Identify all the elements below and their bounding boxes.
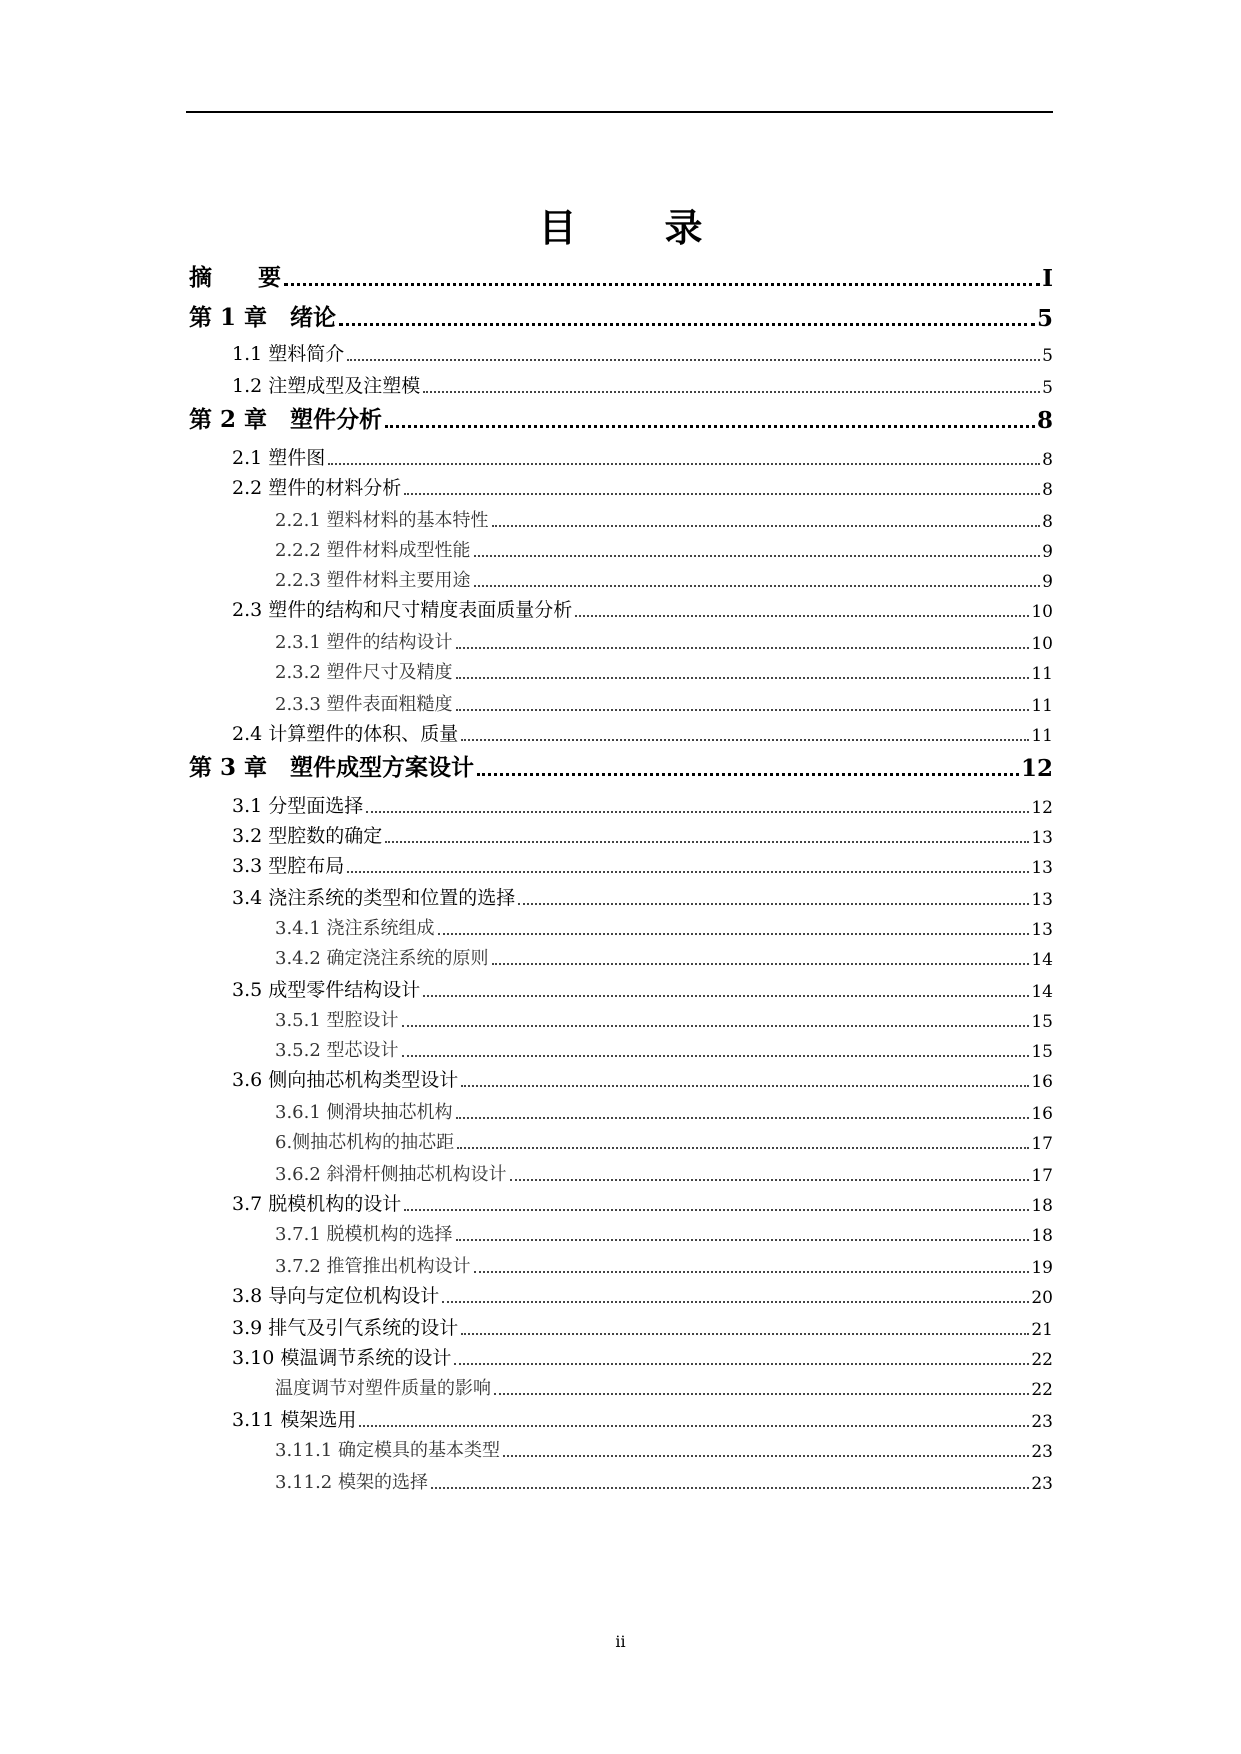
toc-entry-page: 18 bbox=[1031, 1226, 1053, 1246]
toc-entry[interactable] bbox=[275, 1156, 1053, 1186]
toc-entry[interactable] bbox=[232, 1310, 1053, 1340]
toc-entry[interactable] bbox=[275, 1464, 1053, 1494]
toc-entry[interactable] bbox=[232, 880, 1053, 910]
toc-entry-title: 3.4.2 确定浇注系统的原则 bbox=[275, 948, 489, 969]
toc-entry[interactable] bbox=[275, 686, 1053, 716]
toc-dot-leader bbox=[284, 282, 1040, 286]
toc-dot-leader bbox=[366, 810, 1029, 813]
toc-entry-title: 3.4 浇注系统的类型和位置的选择 bbox=[232, 887, 516, 909]
toc-entry-page: 13 bbox=[1031, 890, 1053, 910]
toc-entry-title: 3.5.1 型腔设计 bbox=[275, 1010, 399, 1031]
toc-entry[interactable] bbox=[189, 298, 1053, 332]
toc-entry-title: 3.9 排气及引气系统的设计 bbox=[232, 1317, 459, 1339]
toc-entry-title: 6.侧抽芯机构的抽芯距 bbox=[275, 1132, 455, 1153]
toc-dot-leader bbox=[347, 358, 1040, 361]
toc-entry-title: 3.4.1 浇注系统组成 bbox=[275, 918, 435, 939]
toc-entry-page: 22 bbox=[1031, 1350, 1053, 1370]
toc-entry[interactable] bbox=[275, 1032, 1053, 1062]
toc-entry-page: 13 bbox=[1031, 858, 1053, 878]
toc-entry-page: I bbox=[1042, 265, 1053, 292]
toc-dot-leader bbox=[442, 1300, 1029, 1303]
toc-dot-leader bbox=[456, 676, 1030, 679]
toc-entry[interactable] bbox=[275, 562, 1053, 592]
toc-entry-page: 5 bbox=[1042, 378, 1053, 398]
toc-entry-title: 3.6 侧向抽芯机构类型设计 bbox=[232, 1069, 459, 1091]
toc-dot-leader bbox=[431, 1486, 1029, 1489]
toc-entry[interactable] bbox=[232, 1402, 1053, 1432]
toc-dot-leader bbox=[385, 424, 1035, 428]
toc-dot-leader bbox=[402, 1024, 1030, 1027]
toc-entry-title: 第 3 章 塑件成型方案设计 bbox=[189, 754, 475, 781]
toc-entry[interactable] bbox=[232, 470, 1053, 500]
toc-dot-leader bbox=[402, 1054, 1030, 1057]
toc-entry-page: 9 bbox=[1042, 542, 1053, 562]
toc-entry[interactable] bbox=[232, 1340, 1053, 1370]
toc-dot-leader bbox=[575, 614, 1029, 617]
toc-dot-leader bbox=[438, 932, 1030, 935]
toc-entry-page: 13 bbox=[1031, 920, 1053, 940]
toc-entry-title: 3.7.1 脱模机构的选择 bbox=[275, 1224, 453, 1245]
toc-entry-page: 8 bbox=[1042, 512, 1053, 532]
toc-entry[interactable] bbox=[232, 972, 1053, 1002]
toc-dot-leader bbox=[503, 1454, 1029, 1457]
toc-entry-title: 2.2.1 塑料材料的基本特性 bbox=[275, 510, 489, 531]
toc-entry-title: 2.2.3 塑件材料主要用途 bbox=[275, 570, 471, 591]
toc-dot-leader bbox=[474, 554, 1041, 557]
toc-entry-title: 2.3.2 塑件尺寸及精度 bbox=[275, 662, 453, 683]
toc-entry-page: 23 bbox=[1031, 1474, 1053, 1494]
toc-entry[interactable] bbox=[275, 1094, 1053, 1124]
toc-entry-title: 3.8 导向与定位机构设计 bbox=[232, 1285, 440, 1307]
toc-entry[interactable] bbox=[232, 818, 1053, 848]
toc-entry-title: 3.5.2 型芯设计 bbox=[275, 1040, 399, 1061]
toc-entry[interactable] bbox=[232, 1062, 1053, 1092]
toc-entry-page: 11 bbox=[1031, 726, 1053, 746]
toc-entry-title: 温度调节对塑件质量的影响 bbox=[275, 1378, 491, 1399]
toc-entry[interactable] bbox=[275, 654, 1053, 684]
toc-entry[interactable] bbox=[232, 1278, 1053, 1308]
page-number: ii bbox=[615, 1632, 626, 1651]
toc-dot-leader bbox=[461, 1332, 1029, 1335]
toc-dot-leader bbox=[456, 1116, 1030, 1119]
toc-dot-leader bbox=[328, 462, 1040, 465]
toc-dot-leader bbox=[404, 1208, 1029, 1211]
toc-entry-title: 2.3.3 塑件表面粗糙度 bbox=[275, 694, 453, 715]
toc-entry-title: 1.2 注塑成型及注塑模 bbox=[232, 375, 421, 397]
toc-entry-title: 2.2.2 塑件材料成型性能 bbox=[275, 540, 471, 561]
toc-dot-leader bbox=[457, 1146, 1029, 1149]
toc-entry[interactable] bbox=[232, 368, 1053, 398]
toc-entry-title: 2.3 塑件的结构和尺寸精度表面质量分析 bbox=[232, 599, 573, 621]
toc-dot-leader bbox=[347, 870, 1029, 873]
toc-entry-title: 3.11.2 模架的选择 bbox=[275, 1472, 428, 1493]
toc-entry-title: 3.7 脱模机构的设计 bbox=[232, 1193, 402, 1215]
toc-entry-page: 8 bbox=[1036, 407, 1053, 434]
toc-entry-title: 3.3 型腔布局 bbox=[232, 855, 345, 877]
toc-entry-page: 13 bbox=[1031, 828, 1053, 848]
toc-entry[interactable] bbox=[275, 502, 1053, 532]
toc-entry-page: 16 bbox=[1031, 1072, 1053, 1092]
toc-entry[interactable] bbox=[232, 336, 1053, 366]
toc-entry[interactable] bbox=[275, 910, 1053, 940]
toc-dot-leader bbox=[454, 1362, 1029, 1365]
toc-entry[interactable] bbox=[232, 848, 1053, 878]
toc-entry[interactable] bbox=[275, 624, 1053, 654]
toc-entry[interactable] bbox=[232, 440, 1053, 470]
toc-entry-title: 3.10 模温调节系统的设计 bbox=[232, 1347, 452, 1369]
toc-dot-leader bbox=[456, 708, 1030, 711]
toc-dot-leader bbox=[423, 994, 1029, 997]
toc-entry-page: 12 bbox=[1031, 798, 1053, 818]
toc-title bbox=[0, 196, 1241, 252]
toc-entry-page: 19 bbox=[1031, 1258, 1053, 1278]
toc-entry-page: 15 bbox=[1031, 1042, 1053, 1062]
toc-entry[interactable] bbox=[275, 532, 1053, 562]
toc-title-char-2: 录 bbox=[664, 204, 703, 250]
toc-entry-title: 3.1 分型面选择 bbox=[232, 795, 364, 817]
toc-entry-title: 1.1 塑料简介 bbox=[232, 343, 345, 365]
toc-entry-page: 10 bbox=[1031, 602, 1053, 622]
toc-entry-page: 10 bbox=[1031, 634, 1053, 654]
toc-entry-page: 23 bbox=[1031, 1412, 1053, 1432]
toc-entry-page: 5 bbox=[1042, 346, 1053, 366]
toc-dot-leader bbox=[456, 646, 1030, 649]
toc-entry-page: 14 bbox=[1031, 982, 1053, 1002]
toc-entry[interactable] bbox=[232, 1186, 1053, 1216]
toc-dot-leader bbox=[461, 1084, 1029, 1087]
toc-dot-leader bbox=[518, 902, 1029, 905]
toc-dot-leader bbox=[404, 492, 1040, 495]
toc-entry[interactable] bbox=[189, 400, 1053, 434]
toc-entry[interactable] bbox=[275, 940, 1053, 970]
toc-entry[interactable] bbox=[189, 258, 1053, 292]
toc-entry-page: 21 bbox=[1031, 1320, 1053, 1340]
toc-entry-title: 3.6.2 斜滑杆侧抽芯机构设计 bbox=[275, 1164, 507, 1185]
toc-entry-page: 5 bbox=[1036, 305, 1053, 332]
toc-entry-title: 2.4 计算塑件的体积、质量 bbox=[232, 723, 459, 745]
toc-entry-page: 14 bbox=[1031, 950, 1053, 970]
toc-entry-page: 12 bbox=[1020, 755, 1053, 782]
toc-dot-leader bbox=[492, 962, 1030, 965]
toc-entry-page: 23 bbox=[1031, 1442, 1053, 1462]
toc-entry-title: 3.6.1 侧滑块抽芯机构 bbox=[275, 1102, 453, 1123]
toc-entry-title: 2.1 塑件图 bbox=[232, 447, 326, 469]
toc-dot-leader bbox=[492, 524, 1041, 527]
toc-entry-page: 9 bbox=[1042, 572, 1053, 592]
toc-dot-leader bbox=[423, 390, 1040, 393]
toc-dot-leader bbox=[494, 1392, 1029, 1395]
toc-entry[interactable] bbox=[275, 1216, 1053, 1246]
toc-entry-page: 8 bbox=[1042, 450, 1053, 470]
toc-entry-page: 8 bbox=[1042, 480, 1053, 500]
toc-entry-page: 15 bbox=[1031, 1012, 1053, 1032]
toc-dot-leader bbox=[456, 1238, 1030, 1241]
toc-entry-title: 2.2 塑件的材料分析 bbox=[232, 477, 402, 499]
toc-dot-leader bbox=[510, 1178, 1030, 1181]
toc-entry-title: 3.11 模架选用 bbox=[232, 1409, 357, 1431]
toc-entry[interactable] bbox=[232, 788, 1053, 818]
toc-title-char-1: 目 bbox=[538, 204, 577, 250]
toc-entry-page: 22 bbox=[1031, 1380, 1053, 1400]
toc-entry-title: 摘 要 bbox=[189, 264, 281, 291]
toc-entry-page: 17 bbox=[1031, 1166, 1053, 1186]
toc-entry-title: 第 1 章 绪论 bbox=[189, 304, 337, 331]
toc-entry-page: 16 bbox=[1031, 1104, 1053, 1124]
toc-dot-leader bbox=[474, 584, 1041, 587]
toc-dot-leader bbox=[359, 1424, 1029, 1427]
toc-entry[interactable] bbox=[232, 716, 1053, 746]
toc-entry-page: 11 bbox=[1031, 664, 1053, 684]
toc-entry-page: 11 bbox=[1031, 696, 1053, 716]
toc-entry-title: 3.7.2 推管推出机构设计 bbox=[275, 1256, 471, 1277]
toc-entry-title: 3.2 型腔数的确定 bbox=[232, 825, 383, 847]
toc-entry[interactable] bbox=[275, 1432, 1053, 1462]
toc-entry-page: 17 bbox=[1031, 1134, 1053, 1154]
toc-entry[interactable] bbox=[275, 1002, 1053, 1032]
toc-entry-title: 3.5 成型零件结构设计 bbox=[232, 979, 421, 1001]
toc-dot-leader bbox=[385, 840, 1029, 843]
toc-entry-page: 18 bbox=[1031, 1196, 1053, 1216]
toc-dot-leader bbox=[339, 322, 1035, 326]
toc-entry-title: 2.3.1 塑件的结构设计 bbox=[275, 632, 453, 653]
toc-entry[interactable] bbox=[275, 1370, 1053, 1400]
toc-entry[interactable] bbox=[275, 1124, 1053, 1154]
toc-dot-leader bbox=[477, 772, 1019, 776]
toc-dot-leader bbox=[461, 738, 1029, 741]
header-rule bbox=[186, 111, 1053, 113]
toc-dot-leader bbox=[474, 1270, 1030, 1273]
toc-entry-page: 20 bbox=[1031, 1288, 1053, 1308]
toc-entry[interactable] bbox=[232, 592, 1053, 622]
toc-entry[interactable] bbox=[275, 1248, 1053, 1278]
toc-entry-title: 第 2 章 塑件分析 bbox=[189, 406, 383, 433]
toc-entry[interactable] bbox=[189, 748, 1053, 782]
toc-entry-title: 3.11.1 确定模具的基本类型 bbox=[275, 1440, 500, 1461]
